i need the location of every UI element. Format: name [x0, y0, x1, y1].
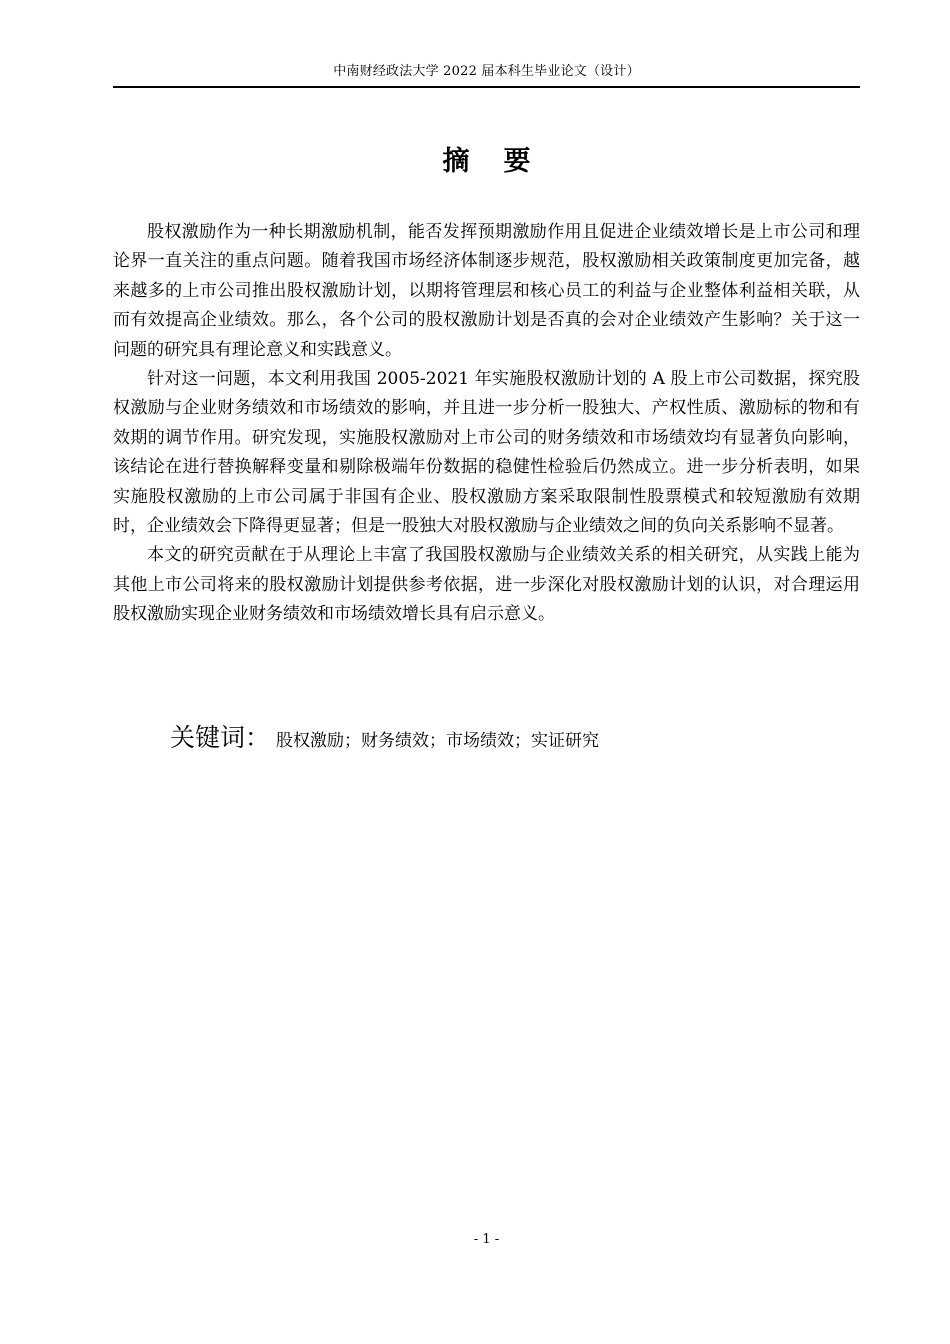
- title-char-1: 摘: [442, 146, 470, 177]
- header-rule: [113, 86, 860, 88]
- keywords-line: [170, 718, 860, 761]
- abstract-paragraph-1: 股权激励作为一种长期激励机制，能否发挥预期激励作用且促进企业绩效增长是上市公司和理论界一直关注的重点问题。随着我国市场经济体制逐步规范，股权激励相关政策制度更加完备，越来越多的上市公司推出股权激励计划，以期将管理层和核心员工的利益与企业整体利益相关联，从而有效提高企业绩效。那么，各个公司的股权激励计划是否真的会对企业绩效产生影响？关于这一问题的研究具有理论意义和实践意义。: [113, 222, 860, 360]
- abstract-paragraph-3: 本文的研究贡献在于从理论上丰富了我国股权激励与企业绩效关系的相关研究，从实践上能为其他上市公司将来的股权激励计划提供参考依据，进一步深化对股权激励计划的认识，对合理运用股权激励实现企业财务绩效和市场绩效增长具有启示意义。: [113, 545, 860, 625]
- running-header: 中南财经政法大学 2022 届本科生毕业论文（设计）: [333, 64, 640, 79]
- page-number: - 1 -: [473, 1232, 500, 1247]
- page-title: [113, 142, 860, 182]
- title-char-2: 要: [503, 146, 531, 177]
- keywords-label: 关键词：: [170, 723, 271, 752]
- keywords-text: 股权激励；财务绩效；市场绩效；实证研究: [276, 731, 600, 751]
- abstract-paragraph-2: 针对这一问题，本文利用我国 2005-2021 年实施股权激励计划的 A 股上市公司数据，探究股权激励与企业财务绩效和市场绩效的影响，并且进一步分析一股独大、产权性质、激励标的物和有效期的调节作用。研究发现，实施股权激励对上市公司的财务绩效和市场绩效均有显著负向影响，该结论在进行替换解释变量和剔除极端年份数据的稳健性检验后仍然成立。进一步分析表明，如果实施股权激励的上市公司属于非国有企业、股权激励方案采取限制性股票模式和较短激励有效期时，企业绩效会下降得更显著；但是一股独大对股权激励与企业绩效之间的负向关系影响不显著。: [113, 369, 860, 537]
- abstract-body: [113, 218, 860, 630]
